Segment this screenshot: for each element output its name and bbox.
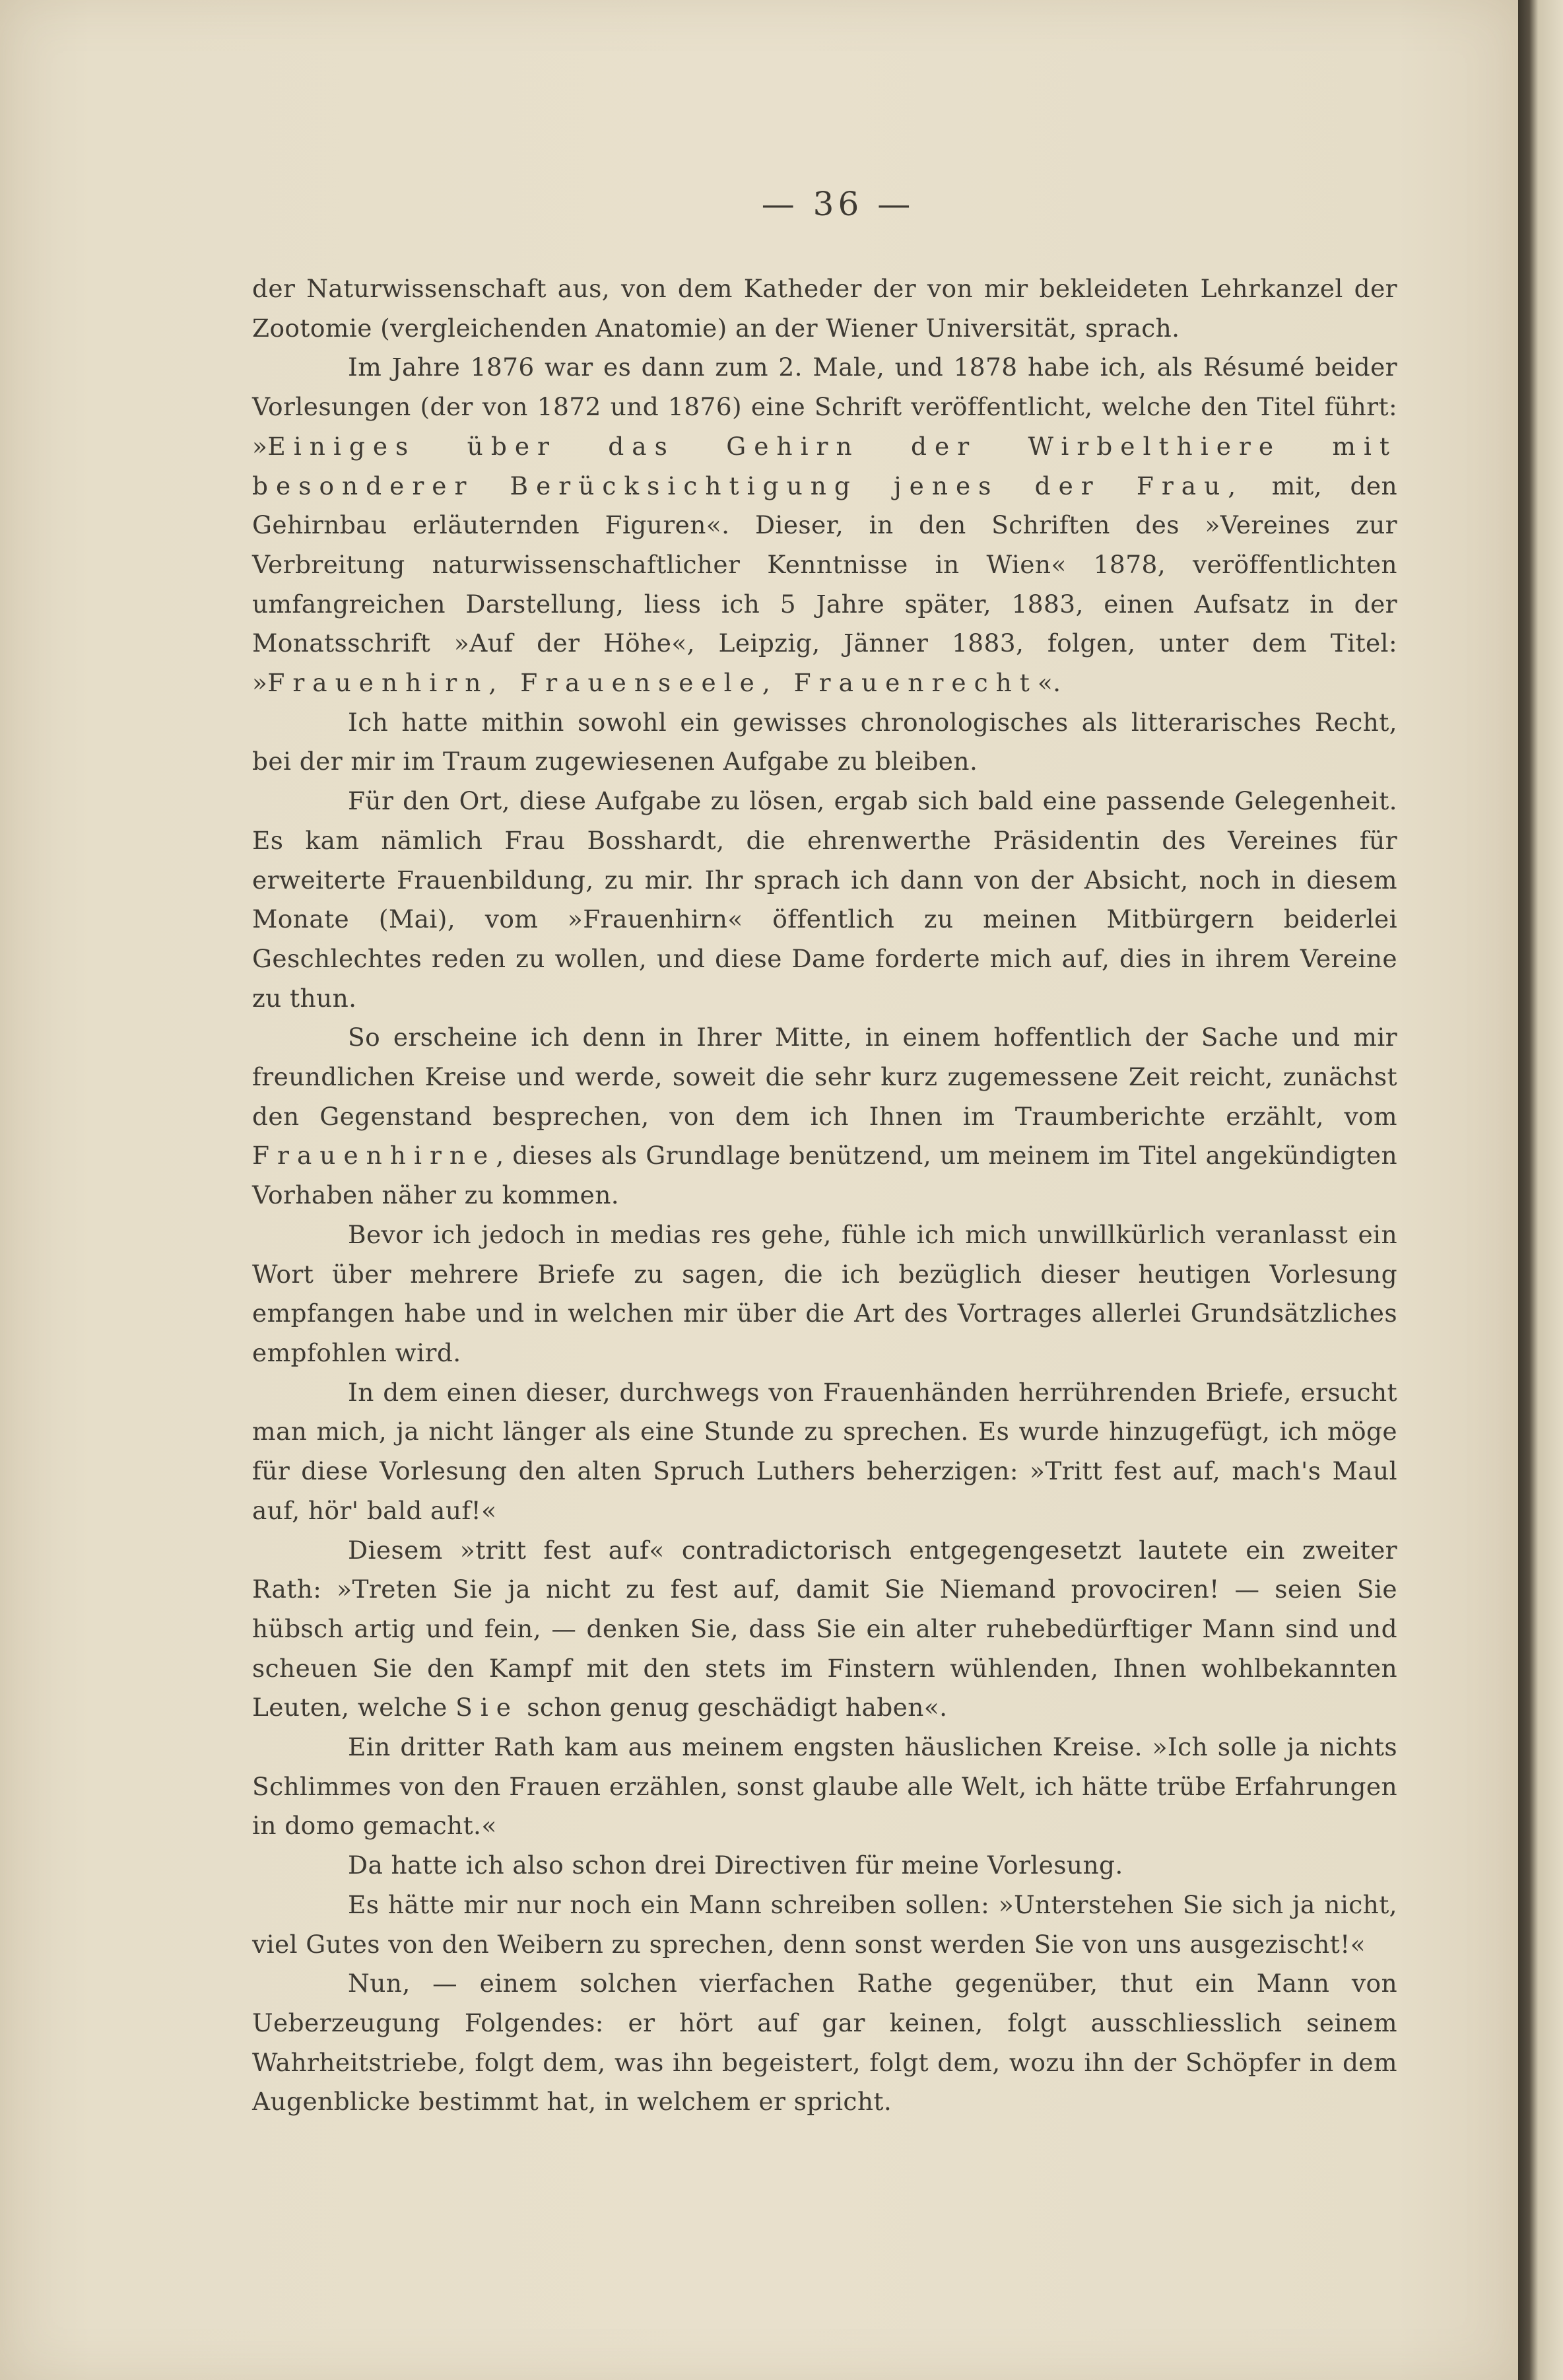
text-segment: , dieses als Grundlage benützend, um meinem im Titel angekündigten Vorhaben näher zu kommen.	[252, 1141, 1397, 1210]
text-segment: Diesem »tritt fest auf« contradictorisch entgegengesetzt lautete ein zweiter Rath: »Treten Sie ja nicht zu fest auf, damit Sie Niemand provociren! — seien Sie hübsch artig und fein, — denken Sie, dass Sie ein alter ruhebedürftiger Mann sind und scheuen Sie den Kampf mit den stets im Finstern wühlenden, Ihnen wohlbekannten Leuten, welche	[252, 1535, 1397, 1722]
paragraph	[252, 782, 1397, 1018]
text-segment: schon genug geschädigt haben«.	[518, 1693, 948, 1722]
paragraph	[252, 269, 1397, 348]
text-segment: Nun, — einem solchen vierfachen Rathe gegenüber, thut ein Mann von Ueberzeugung Folgendes: er hört auf gar keinen, folgt ausschliesslich seinem Wahrheitstriebe, folgt dem, was ihn begeistert, folgt dem, wozu ihn der Schöpfer in dem Augenblicke bestimmt hat, in welchem er spricht.	[252, 1969, 1397, 2117]
paragraph	[252, 348, 1397, 702]
text-segment: Bevor ich jedoch in medias res gehe, fühle ich mich unwillkürlich veranlasst ein Wort über mehrere Briefe zu sagen, die ich bezüglich dieser heutigen Vorlesung empfangen habe und in welchen mir über die Art des Vortrages allerlei Grundsätzliches empfohlen wird.	[252, 1219, 1397, 1367]
paragraph	[252, 703, 1397, 782]
paragraph	[252, 1846, 1397, 1886]
book-spine-edge	[1518, 0, 1563, 2380]
text-segment: Es hätte mir nur noch ein Mann schreiben sollen: »Unterstehen Sie sich ja nicht, viel Gutes von den Weibern zu sprechen, denn sonst werden Sie von uns ausgezischt!«	[252, 1889, 1397, 1959]
text-segment: mit, den Gehirnbau erläuternden Figuren«. Dieser, in den Schriften des »Vereines zur Verbreitung naturwissenschaftlicher Kenntnisse in Wien« 1878, veröffentlichten umfangreichen Darstellung, liess ich 5 Jahre später, 1883, einen Aufsatz in der Monatsschrift »Auf der Höhe«, Leipzig, Jänner 1883, folgen, unter dem Titel: »	[252, 471, 1397, 698]
paragraph	[252, 1018, 1397, 1215]
page-number: — 36 —	[761, 185, 915, 223]
paragraph	[252, 1215, 1397, 1373]
paragraph	[252, 1373, 1397, 1531]
text-segment: So erscheine ich denn in Ihrer Mitte, in einem hoffentlich der Sache und mir freundlichen Kreise und werde, soweit die sehr kurz zugemessene Zeit reicht, zunächst den Gegenstand besprechen, von dem ich Ihnen im Traumberichte erzählt, vom	[252, 1023, 1397, 1131]
text-segment: «.	[1037, 668, 1061, 698]
paragraph	[252, 1886, 1397, 1964]
text-segment: In dem einen dieser, durchwegs von Frauenhänden herrührenden Briefe, ersucht man mich, ja nicht länger als eine Stunde zu sprechen. Es wurde hinzugefügt, ich möge für diese Vorlesung den alten Spruch Luthers beherzigen: »Tritt fest auf, mach's Maul auf, hör' bald auf!«	[252, 1377, 1397, 1525]
text-segment: Für den Ort, diese Aufgabe zu lösen, ergab sich bald eine passende Gelegenheit. Es kam nämlich Frau Bosshardt, die ehrenwerthe Präsidentin des Vereines für erweiterte Frauenbildung, zu mir. Ihr sprach ich dann von der Absicht, noch in diesem Monate (Mai), vom »Frauenhirn« öffentlich zu meinen Mitbürgern beiderlei Geschlechtes reden zu wollen, und diese Dame forderte mich auf, dies in ihrem Vereine zu thun.	[252, 786, 1397, 1013]
spaced-emphasis-text: Frauenhirne	[252, 1141, 496, 1171]
paragraph	[252, 1531, 1397, 1728]
spaced-emphasis-text: Frauenhirn, Frauenseele, Frauenrecht	[267, 668, 1038, 698]
paragraph	[252, 1964, 1397, 2122]
text-segment: der Naturwissenschaft aus, von dem Katheder der von mir bekleideten Lehrkanzel der Zootomie (vergleichenden Anatomie) an der Wiener Universität, sprach.	[252, 274, 1397, 343]
spaced-emphasis-text: Einiges über das Gehirn der Wirbelthiere mit besonderer Berücksichtigung jenes der Frau,	[252, 431, 1397, 500]
text-segment: Ich hatte mithin sowohl ein gewisses chronologisches als litterarisches Recht, bei der mir im Traum zugewiesenen Aufgabe zu bleiben.	[252, 707, 1397, 776]
text-segment: Ein dritter Rath kam aus meinem engsten häuslichen Kreise. »Ich solle ja nichts Schlimmes von den Frauen erzählen, sonst glaube alle Welt, ich hätte trübe Erfahrungen in domo gemacht.«	[252, 1732, 1397, 1841]
text-segment: Im Jahre 1876 war es dann zum 2. Male, und 1878 habe ich, als Résumé beider Vorlesungen (der von 1872 und 1876) eine Schrift veröffentlicht, welche den Titel führt: »	[252, 353, 1397, 461]
spaced-emphasis-text: Sie	[455, 1693, 519, 1722]
paragraph	[252, 1728, 1397, 1846]
paragraphs-container	[252, 269, 1397, 2122]
page-body	[252, 185, 1397, 2122]
text-segment: Da hatte ich also schon drei Directiven für meine Vorlesung.	[348, 1851, 1123, 1880]
